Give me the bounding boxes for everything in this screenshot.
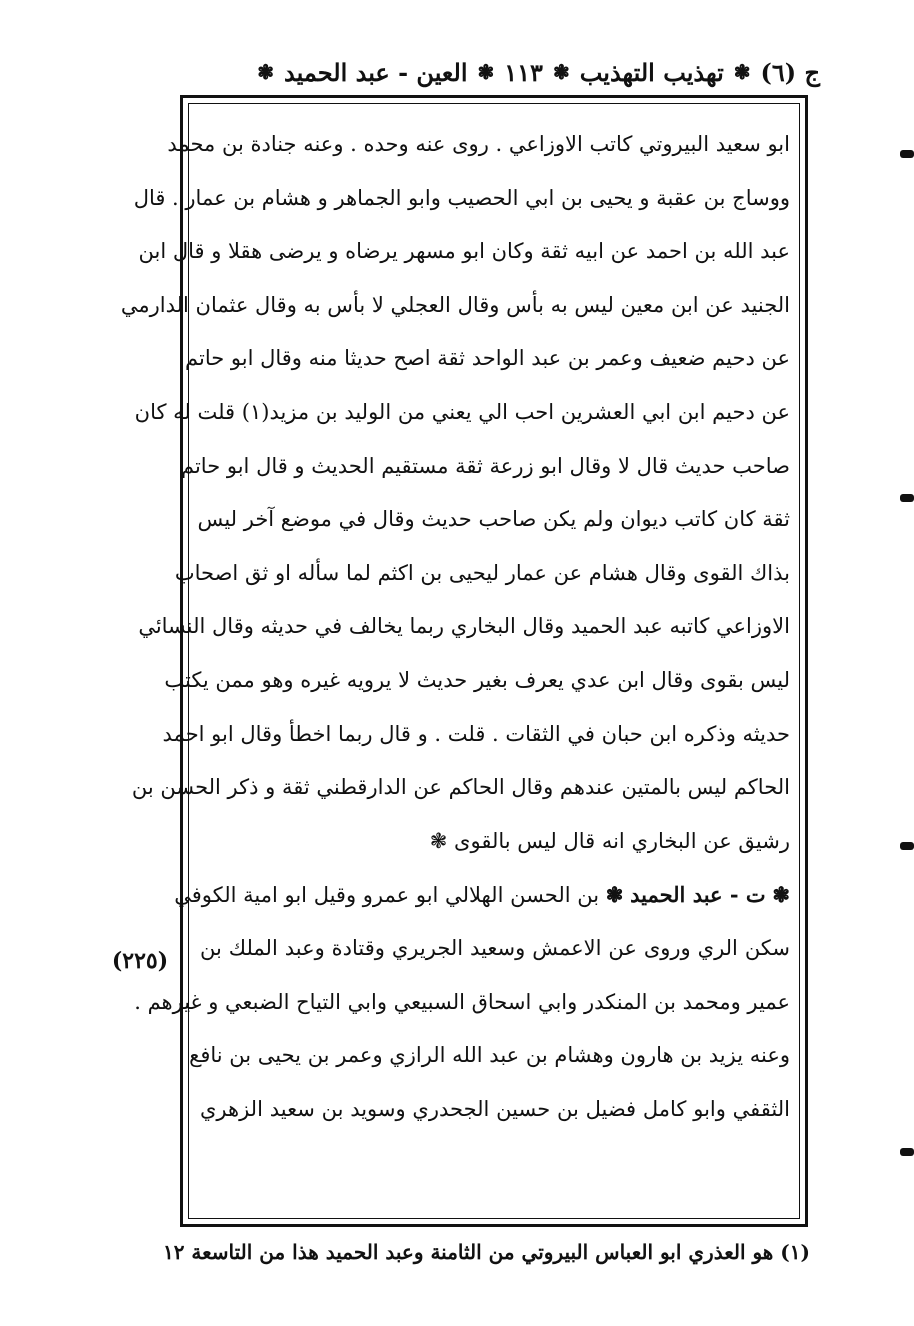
text-line: الاوزاعي كاتبه عبد الحميد وقال البخاري ربما يخالف في حديثه وقال النسائي [138,614,790,639]
entry-ornament-icon: ❃ [772,882,790,908]
text-line: الثقفي وابو كامل فضيل بن حسين الجحدري وسويد بن سعيد الزهري [200,1096,790,1121]
edge-mark [900,842,914,850]
text-line: ثقة كان كاتب ديوان ولم يكن صاحب حديث وقال في موضع آخر ليس [197,507,790,532]
ornament-icon: ❃ [552,60,570,84]
text-line: وعنه يزيد بن هارون وهشام بن عبد الله الرازي وعمر بن يحيى بن نافع [189,1043,790,1068]
entry-heading: ت - عبد الحميد [630,882,766,908]
edge-mark [900,150,914,158]
ornament-icon: ❃ [477,60,495,84]
text-line: صاحب حديث قال لا وقال ابو زرعة ثقة مستقيم الحديث و قال ابو حاتم [180,453,790,478]
text-line: عبد الله بن احمد عن ابيه ثقة وكان ابو مسهر يرضاه و يرضى هقلا و قال ابن [138,239,790,264]
page-number: ١١٣ [504,57,543,87]
section-title: العين - عبد الحميد [284,57,468,87]
book-title: تهذيب التهذيب [579,57,724,87]
text-line: ليس بقوى وقال ابن عدي يعرف بغير حديث لا يرويه غيره وهو ممن يكتب [164,667,790,692]
entry-number: (٢٢٥) [111,948,169,974]
text-line [200,815,790,869]
end-ornament-icon: ❃ [429,828,448,853]
edge-mark [900,494,914,502]
ornament-icon: ❃ [733,60,751,84]
text-line: حديثه وذكره ابن حبان في الثقات . قلت . و قال ربما اخطأ وقال ابو احمد [162,721,790,746]
entry-first-line [174,868,790,922]
text-line: بذاك القوى وقال هشام عن عمار ليحيى بن اكثم لما سأله او ثق اصحاب [174,560,790,585]
footnote: (١) هو العذري ابو العباس البيروتي من الثامنة وعبد الحميد هذا من التاسعة ١٢ [162,1240,810,1264]
text-line: ابو سعيد البيروتي كاتب الاوزاعي . روى عنه وحده . وعنه جنادة بن محمد [167,132,790,156]
text-line: عمير ومحمد بن المنكدر وابي اسحاق السبيعي وابي التياح الضبعي و غيرهم . [134,989,790,1014]
text-line: ووساج بن عقبة و يحيى بن ابي الحصيب وابو الجماهر و هشام بن عمار . قال [133,185,790,210]
text-line: الحاكم ليس بالمتين عندهم وقال الحاكم عن الدارقطني ثقة و ذكر الحسن بن [131,775,790,800]
text-line: الجنيد عن ابن معين ليس به بأس وقال العجلي لا بأس به وقال عثمان الدارمي [120,292,790,317]
page-header [170,52,820,92]
text-line-content: رشيق عن البخاري انه قال ليس بالقوى [454,828,790,853]
ornament-icon: ❃ [257,60,275,84]
volume-label: ج (٦) [760,57,820,87]
edge-mark [900,1148,914,1156]
entry-first-line-text: بن الحسن الهلالي ابو عمرو وقيل ابو امية الكوفي [174,883,600,908]
text-line: سكن الري وروى عن الاعمش وسعيد الجريري وقتادة وعبد الملك بن [200,935,790,960]
entry-ornament-icon: ❃ [605,882,624,908]
text-line: عن دحيم ضعيف وعمر بن عبد الواحد ثقة اصح حديثا منه وقال ابو حاتم [185,346,790,371]
text-line: عن دحيم ابن ابي العشرين احب الي يعني من الوليد بن مزيد(١) قلت له كان [134,399,790,424]
